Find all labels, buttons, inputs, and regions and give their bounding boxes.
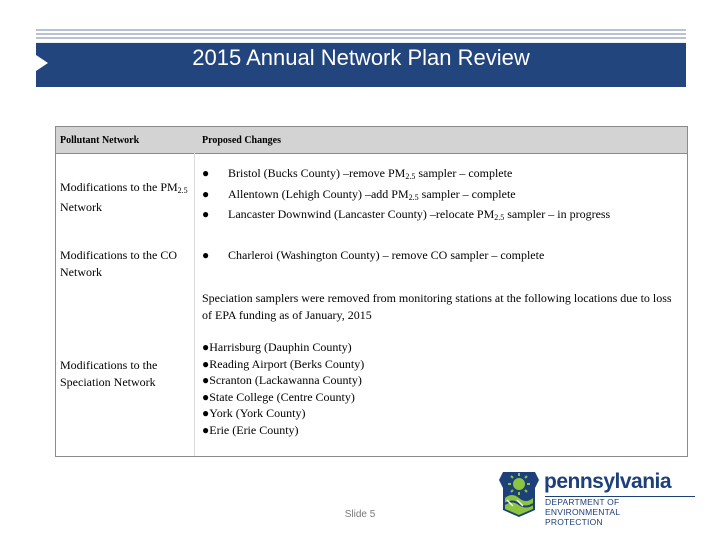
bullet-icon: ●: [202, 186, 210, 201]
speciation-locations-list: [202, 339, 364, 438]
list-item: ●Reading Airport (Berks County): [202, 356, 365, 371]
slide-title: 2015 Annual Network Plan Review: [192, 45, 530, 70]
row-label-co: Modifications to the CO Network: [60, 248, 177, 279]
list-item: ● Lancaster Downwind (Lancaster County) –relocate $PM_{2.5}$ sampler – in progress: [202, 207, 611, 222]
bullet-icon: ●: [202, 356, 210, 371]
header-pollutant-network: Pollutant Network: [60, 135, 140, 146]
list-item: ●Erie (Erie County): [202, 422, 299, 437]
pm25-changes-list: [202, 165, 682, 227]
column-divider: [194, 153, 195, 456]
list-item: ● Charleroi (Washington County) – remove CO sampler – complete: [202, 248, 545, 262]
logo-department-text: DEPARTMENT OF ENVIRONMENTAL PROTECTION: [545, 497, 621, 527]
bullet-icon: ●: [202, 406, 210, 420]
speciation-intro-text: Speciation samplers were removed from monitoring stations at the following locations due to loss of EPA funding as of January, 2015: [202, 291, 672, 322]
row-label-pm25: Modifications to the $PM_{2.5}$ Network: [60, 180, 188, 214]
pa-dep-logo: [497, 470, 697, 527]
slide-number: Slide 5: [344, 509, 376, 520]
bullet-icon: ●: [202, 166, 210, 180]
bullet-icon: ●: [202, 373, 210, 387]
logo-wordmark: pennsylvania: [544, 470, 672, 493]
title-decorative-stripes: [36, 29, 686, 41]
network-changes-table: [55, 126, 688, 457]
bullet-icon: ●: [202, 340, 210, 354]
list-item: ● Bristol (Bucks County) –remove $PM_{2.5}$ sampler – complete: [202, 166, 513, 181]
list-item: ●York (York County): [202, 406, 306, 420]
bullet-icon: ●: [202, 389, 210, 404]
bullet-icon: ●: [202, 248, 210, 262]
list-item: ●Harrisburg (Dauphin County): [202, 340, 352, 354]
header-proposed-changes: Proposed Changes: [202, 135, 281, 146]
list-item: ●State College (Centre County): [202, 389, 355, 404]
bullet-icon: ●: [202, 207, 210, 221]
list-item: ● Allentown (Lehigh County) –add $PM_{2.5}$ sampler – complete: [202, 186, 516, 202]
keystone-emblem-icon: [497, 470, 541, 518]
list-item: ●Scranton (Lackawanna County): [202, 373, 362, 387]
row-label-speciation: Modifications to the Speciation Network: [60, 358, 158, 389]
bullet-icon: ●: [202, 422, 210, 437]
table-header-row: [56, 127, 687, 154]
co-changes-list: [202, 247, 682, 264]
